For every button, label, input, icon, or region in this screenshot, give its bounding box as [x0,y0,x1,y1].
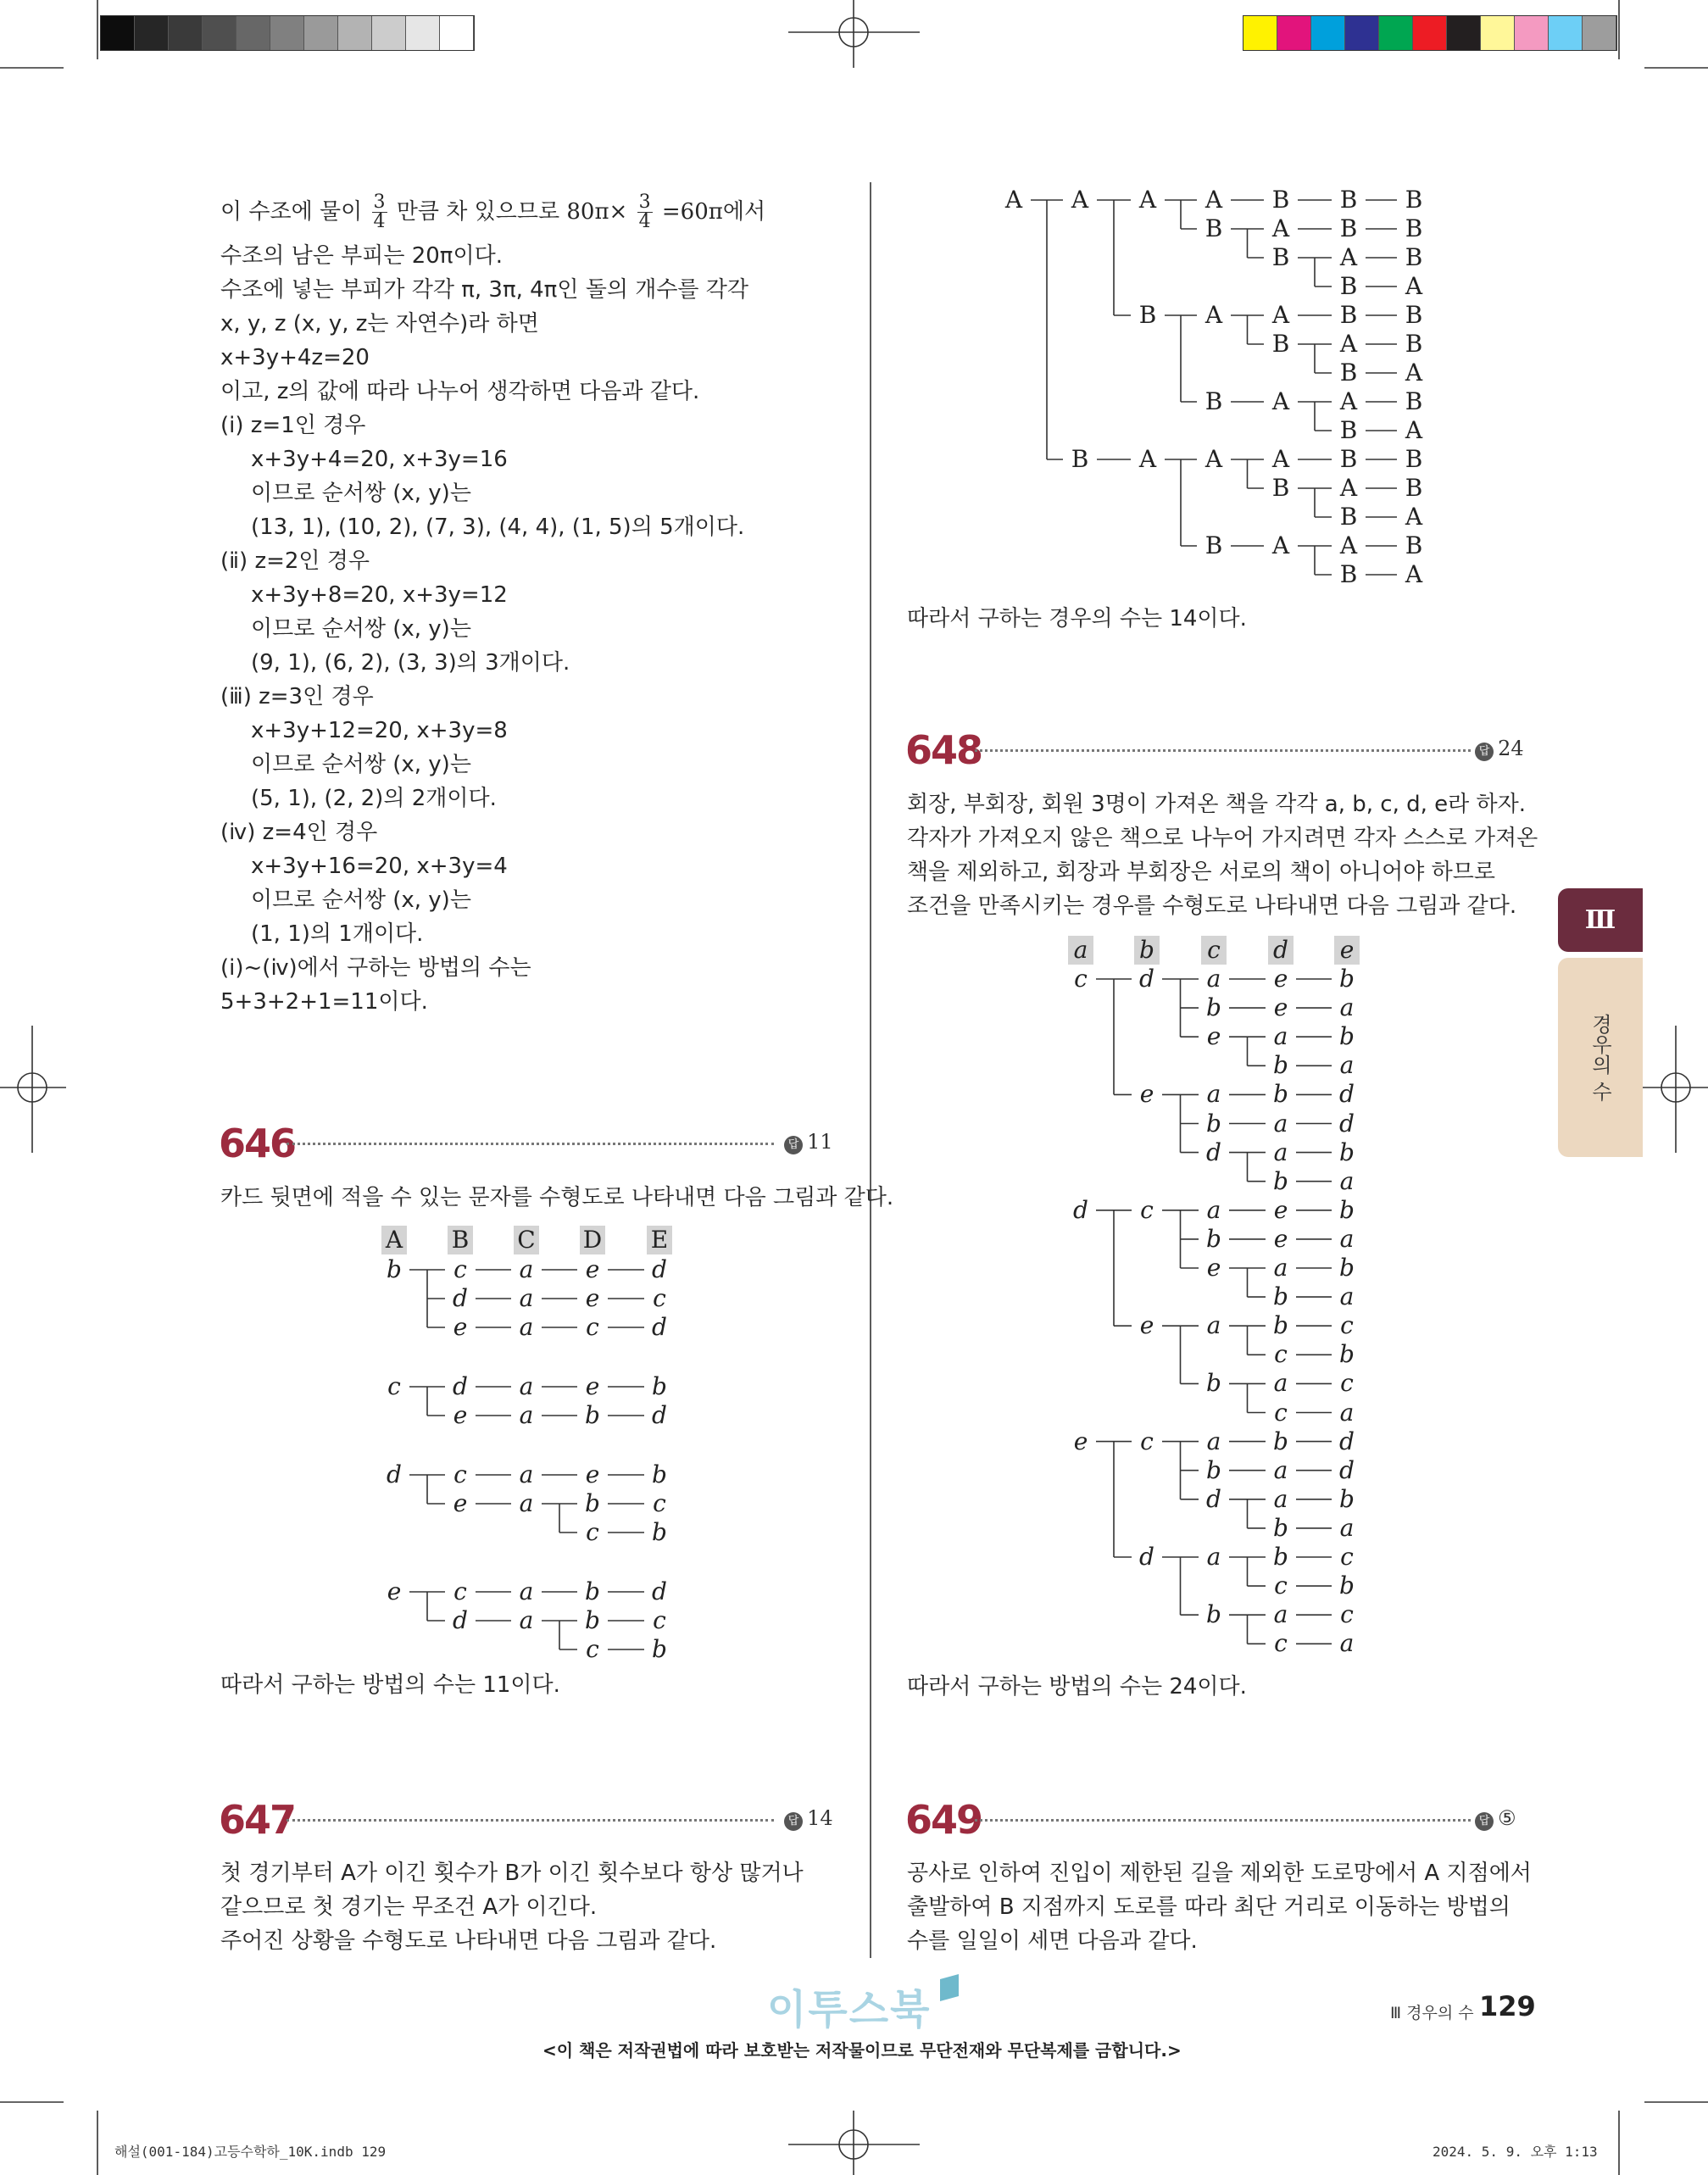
tree-node: e [453,1313,468,1341]
solution-line: 수조의 남은 부피는 20π이다. [220,243,503,269]
tree-node: a [1273,1455,1288,1484]
tree-node: d [387,1460,402,1488]
chapter-tab-number: Ⅲ [1558,888,1643,952]
tree-node: c [653,1284,666,1312]
tree-node: e [1139,1080,1154,1109]
problem-text-line: 수를 일일이 세면 다음과 같다. [907,1928,1198,1954]
answer-646 [784,1130,833,1154]
tree-node: d [652,1313,667,1341]
solution-line: 이고, z의 값에 따라 나누어 생각하면 다음과 같다. [220,379,700,404]
solution-line: (ⅰ) z=1인 경우 [220,413,366,438]
answer-value: 14 [807,1806,833,1830]
page-number: 129 [1479,1990,1536,2022]
tree-node: c [387,1372,401,1400]
tree-column-header: C [514,1226,539,1254]
tree-node: A [1405,272,1423,300]
tree-node: B [1405,531,1423,559]
solution-intro-line: 이 수조에 물이 $\frac{3}{4}$ 만큼 차 있으므로 80π× $\frac{3}{4}$ =60π에서 [220,192,766,232]
problem-text-line: 같으므로 첫 경기는 무조건 A가 이긴다. [220,1894,598,1920]
tree-node: B [1339,503,1358,531]
tree-node: a [1273,1022,1288,1051]
tree-node: B [1405,387,1423,415]
tree-node: B [1339,445,1358,473]
tree-node: c [1274,1571,1288,1600]
tree-node: b [1339,965,1355,993]
tree-node: A [1205,186,1223,214]
tree-node: a [1339,1051,1355,1080]
tree-node: d [652,1255,667,1283]
solution-line: x+3y+8=20, x+3y=12 [251,582,508,608]
tree-node: e [387,1577,402,1605]
tree-node: e [1139,1311,1154,1340]
tree-node: c [1274,1398,1288,1427]
tree-node: c [1340,1311,1354,1340]
tree-node: a [519,1489,534,1517]
tree-node: a [519,1284,534,1312]
tree-node: b [585,1489,600,1517]
problem-text-line: 출발하여 B 지점까지 도로를 따라 최단 거리로 이동하는 방법의 [907,1894,1510,1920]
file-info: 해설(001-184)고등수학하_10K.indb 129 [114,2144,387,2160]
tree-node: a [1206,1311,1221,1340]
tree-node: b [1339,1138,1355,1166]
tree-node: B [1271,186,1290,214]
tree-node: c [586,1518,599,1546]
problem-647-conclusion: 따라서 구하는 경우의 수는 14이다. [907,606,1247,631]
tree-node: A [1271,301,1290,329]
tree-node: c [653,1489,666,1517]
problem-649-text [907,1856,1532,1958]
tree-node: B [1205,214,1223,242]
tree-node: c [1340,1369,1354,1398]
solution-line: 5+3+2+1=11이다. [220,989,428,1015]
tree-node: a [1339,993,1355,1022]
tree-node: b [585,1401,600,1429]
tree-node: d [1339,1455,1355,1484]
tree-node: d [1206,1484,1221,1513]
tree-node: c [653,1606,666,1634]
tree-node: c [1340,1543,1354,1571]
tree-node: e [585,1372,600,1400]
tree-node: e [1273,965,1288,993]
tree-column-header: A [381,1226,407,1254]
tree-node: b [387,1255,402,1283]
tree-node: A [1339,243,1358,271]
tree-node: b [1339,1340,1355,1369]
tree-node: e [1206,1254,1221,1282]
answer-icon: 답 [1475,1812,1494,1831]
tree-node: b [1339,1195,1355,1224]
solution-line: (ⅰ)~(ⅳ)에서 구하는 방법의 수는 [220,955,531,981]
tree-node: B [1339,214,1358,242]
tree-node: a [1339,1224,1355,1253]
tree-node: d [652,1577,667,1605]
tree-column-header: e [1334,936,1360,965]
tree-node: a [1339,1282,1355,1311]
chapter-tab-label [1558,958,1643,1157]
problem-648-conclusion: 따라서 구하는 방법의 수는 24이다. [907,1674,1247,1699]
tree-node: e [1273,1224,1288,1253]
tree-node: b [1339,1022,1355,1051]
tree-node: d [1139,965,1154,993]
tree-node: A [1205,445,1223,473]
answer-value: 11 [807,1130,833,1154]
tree-node: B [1339,272,1358,300]
tree-node: c [453,1577,467,1605]
tree-node: B [1405,186,1423,214]
tree-node: e [1206,1022,1221,1051]
tree-node: d [1206,1138,1221,1166]
tree-node: A [1004,186,1023,214]
solution-line: 이므로 순서쌍 (x, y)는 [251,481,471,506]
tree-node: A [1405,503,1423,531]
tree-node: c [1140,1195,1154,1224]
tree-column-header: B [448,1226,473,1254]
tree-node: b [1206,1600,1221,1629]
problem-number-649: 649 [905,1797,982,1843]
solution-line: x+3y+12=20, x+3y=8 [251,718,508,743]
tree-node: A [1205,301,1223,329]
problem-text-line: 공사로 인하여 진입이 제한된 길을 제외한 도로망에서 A 지점에서 [907,1861,1532,1886]
tree-node: B [1405,243,1423,271]
tree-node: a [1273,1109,1288,1138]
solution-line: 수조에 넣는 부피가 각각 π, 3π, 4π인 돌의 개수를 각각 [220,277,749,303]
tree-node: B [1339,416,1358,444]
tree-node: b [1339,1571,1355,1600]
tree-node: e [453,1489,468,1517]
tree-node: B [1138,301,1157,329]
tree-node: d [1339,1109,1355,1138]
tree-node: B [1339,359,1358,387]
answer-648 [1475,737,1524,761]
tree-node: B [1405,330,1423,358]
tree-node: b [1273,1513,1288,1542]
tree-node: b [1206,993,1221,1022]
tree-node: c [453,1460,467,1488]
tree-node: b [1206,1455,1221,1484]
problem-text-line: 회장, 부회장, 회원 3명이 가져온 책을 각각 a, b, c, d, e라 하자. [907,792,1527,817]
answer-icon: 답 [784,1812,803,1831]
tree-column-header: D [580,1226,605,1254]
tree-node: b [1273,1427,1288,1455]
dotted-leader [975,749,1471,752]
solution-line: (ⅲ) z=3인 경우 [220,684,374,709]
tree-node: c [1140,1427,1154,1455]
solution-line: x+3y+4z=20 [220,345,370,370]
tree-node: d [1139,1543,1154,1571]
solution-line: (5, 1), (2, 2)의 2개이다. [251,786,497,811]
tree-node: a [1339,1629,1355,1658]
tree-node: d [453,1606,468,1634]
tree-node: a [1206,1195,1221,1224]
answer-649 [1475,1806,1516,1831]
tree-node: b [1273,1543,1288,1571]
tree-node: b [652,1372,667,1400]
tree-column-header: b [1134,936,1160,965]
answer-647 [784,1806,833,1831]
tree-node: e [1273,1195,1288,1224]
tree-node: A [1071,186,1089,214]
tree-node: d [652,1401,667,1429]
problem-646-intro: 카드 뒷면에 적을 수 있는 문자를 수형도로 나타내면 다음 그림과 같다. [220,1185,894,1210]
answer-value: 24 [1498,737,1524,760]
tree-node: A [1271,531,1290,559]
solution-line: (ⅳ) z=4인 경우 [220,820,378,845]
tree-node: c [586,1313,599,1341]
tree-node: a [1339,1398,1355,1427]
tree-node: d [1339,1080,1355,1109]
tree-column-header: d [1268,936,1294,965]
solution-line: 이므로 순서쌍 (x, y)는 [251,752,471,777]
tree-node: B [1405,474,1423,502]
tree-node: b [585,1577,600,1605]
problem-text-line: 조건을 만족시키는 경우를 수형도로 나타내면 다음 그림과 같다. [907,893,1517,919]
tree-node: B [1405,301,1423,329]
tree-node: a [519,1313,534,1341]
tree-node: a [1273,1600,1288,1629]
tree-node: B [1071,445,1089,473]
tree-node: A [1271,387,1290,415]
tree-node: e [585,1460,600,1488]
tree-node: a [1273,1369,1288,1398]
tree-node: a [519,1401,534,1429]
tree-node: d [1073,1195,1088,1224]
tree-node: B [1339,301,1358,329]
solution-line: x+3y+16=20, x+3y=4 [251,854,508,879]
tree-node: e [1073,1427,1088,1455]
tree-node: e [585,1284,600,1312]
tree-node: B [1339,560,1358,588]
tree-node: b [652,1518,667,1546]
problem-text-line: 첫 경기부터 A가 이긴 횟수가 B가 이긴 횟수보다 항상 많거나 [220,1861,804,1886]
tree-node: c [1340,1600,1354,1629]
problem-648-text [907,787,1538,923]
tree-node: a [1339,1513,1355,1542]
tree-node: c [586,1635,599,1663]
chapter-tab-text: 경우의 수 [1588,1013,1612,1102]
tree-node: d [1339,1427,1355,1455]
publisher-logo [767,1977,959,2035]
solution-line: (ⅱ) z=2인 경우 [220,548,370,574]
tree-node: B [1271,330,1290,358]
problem-647-text [220,1856,804,1958]
tree-node: B [1339,186,1358,214]
solution-line: (9, 1), (6, 2), (3, 3)의 3개이다. [251,650,570,676]
tree-node: A [1138,445,1157,473]
tree-node: a [1206,1080,1221,1109]
tree-node: a [519,1460,534,1488]
dotted-leader [287,1819,774,1822]
tree-node: a [1273,1138,1288,1166]
tree-node: a [1273,1254,1288,1282]
problem-number-647: 647 [219,1797,296,1843]
tree-node: a [1339,1166,1355,1195]
dotted-leader [975,1819,1471,1822]
tree-node: b [1273,1311,1288,1340]
copyright-notice: <이 책은 저작권법에 따라 보호받는 저작물이므로 무단전재와 무단복제를 금합니다.> [542,2040,1182,2061]
tree-node: A [1339,387,1358,415]
problem-text-line: 주어진 상황을 수형도로 나타내면 다음 그림과 같다. [220,1928,717,1954]
tree-node: b [1206,1224,1221,1253]
tree-node: a [1206,1543,1221,1571]
tree-node: a [1206,1427,1221,1455]
tree-column-header: a [1068,936,1093,965]
page-footer-section: Ⅲ 경우의 수 [1390,2004,1474,2022]
tree-node: a [519,1577,534,1605]
tree-node: A [1138,186,1157,214]
tree-node: a [1206,965,1221,993]
problem-number-646: 646 [219,1121,296,1166]
tree-node: B [1271,243,1290,271]
book-icon [940,1974,959,2001]
tree-node: b [652,1635,667,1663]
tree-node: e [585,1255,600,1283]
problem-number-648: 648 [905,727,982,773]
answer-icon: 답 [784,1136,803,1154]
tree-node: e [453,1401,468,1429]
tree-node: e [1273,993,1288,1022]
problem-text-line: 각자가 가져오지 않은 책으로 나누어 가지려면 각자 스스로 가져온 [907,826,1538,851]
problem-text-line: 책을 제외하고, 회장과 부회장은 서로의 책이 아니어야 하므로 [907,859,1496,885]
tree-node: a [519,1372,534,1400]
tree-node: a [1273,1484,1288,1513]
tree-node: b [652,1460,667,1488]
tree-node: B [1205,387,1223,415]
tree-node: b [1339,1484,1355,1513]
tree-node: A [1271,445,1290,473]
tree-node: b [1273,1282,1288,1311]
tree-node: b [1339,1254,1355,1282]
solution-line: 이므로 순서쌍 (x, y)는 [251,616,471,642]
solution-line: (13, 1), (10, 2), (7, 3), (4, 4), (1, 5)의 5개이다. [251,515,745,540]
tree-column-header: E [647,1226,672,1254]
tree-node: c [1274,1629,1288,1658]
tree-node: b [585,1606,600,1634]
logo-text: 이투스북 [767,1986,932,2033]
solution-line: x, y, z (x, y, z는 자연수)라 하면 [220,311,539,337]
tree-node: B [1405,445,1423,473]
dotted-leader [287,1143,774,1145]
tree-node: A [1271,214,1290,242]
tree-node: b [1273,1080,1288,1109]
tree-node: b [1206,1369,1221,1398]
tree-node: A [1339,330,1358,358]
solution-line: 이므로 순서쌍 (x, y)는 [251,887,471,913]
tree-node: a [519,1606,534,1634]
problem-646-conclusion: 따라서 구하는 방법의 수는 11이다. [220,1672,560,1698]
tree-node: c [1074,965,1088,993]
answer-icon: 답 [1475,743,1494,761]
solution-line: x+3y+4=20, x+3y=16 [251,447,508,472]
tree-node: A [1405,416,1423,444]
answer-value: ⑤ [1498,1806,1516,1830]
tree-column-header: c [1201,936,1227,965]
tree-node: A [1405,359,1423,387]
tree-node: B [1405,214,1423,242]
tree-node: d [453,1284,468,1312]
tree-node: b [1273,1166,1288,1195]
tree-node: b [1206,1109,1221,1138]
tree-node: b [1273,1051,1288,1080]
tree-node: A [1339,474,1358,502]
print-timestamp: 2024. 5. 9. 오후 1:13 [1433,2144,1598,2160]
solution-body-645 [220,239,748,1019]
tree-node: c [453,1255,467,1283]
tree-node: c [1274,1340,1288,1369]
tree-node: B [1271,474,1290,502]
tree-node: a [519,1255,534,1283]
tree-node: d [453,1372,468,1400]
tree-node: B [1205,531,1223,559]
tree-node: A [1339,531,1358,559]
solution-line: (1, 1)의 1개이다. [251,921,424,947]
tree-node: A [1405,560,1423,588]
